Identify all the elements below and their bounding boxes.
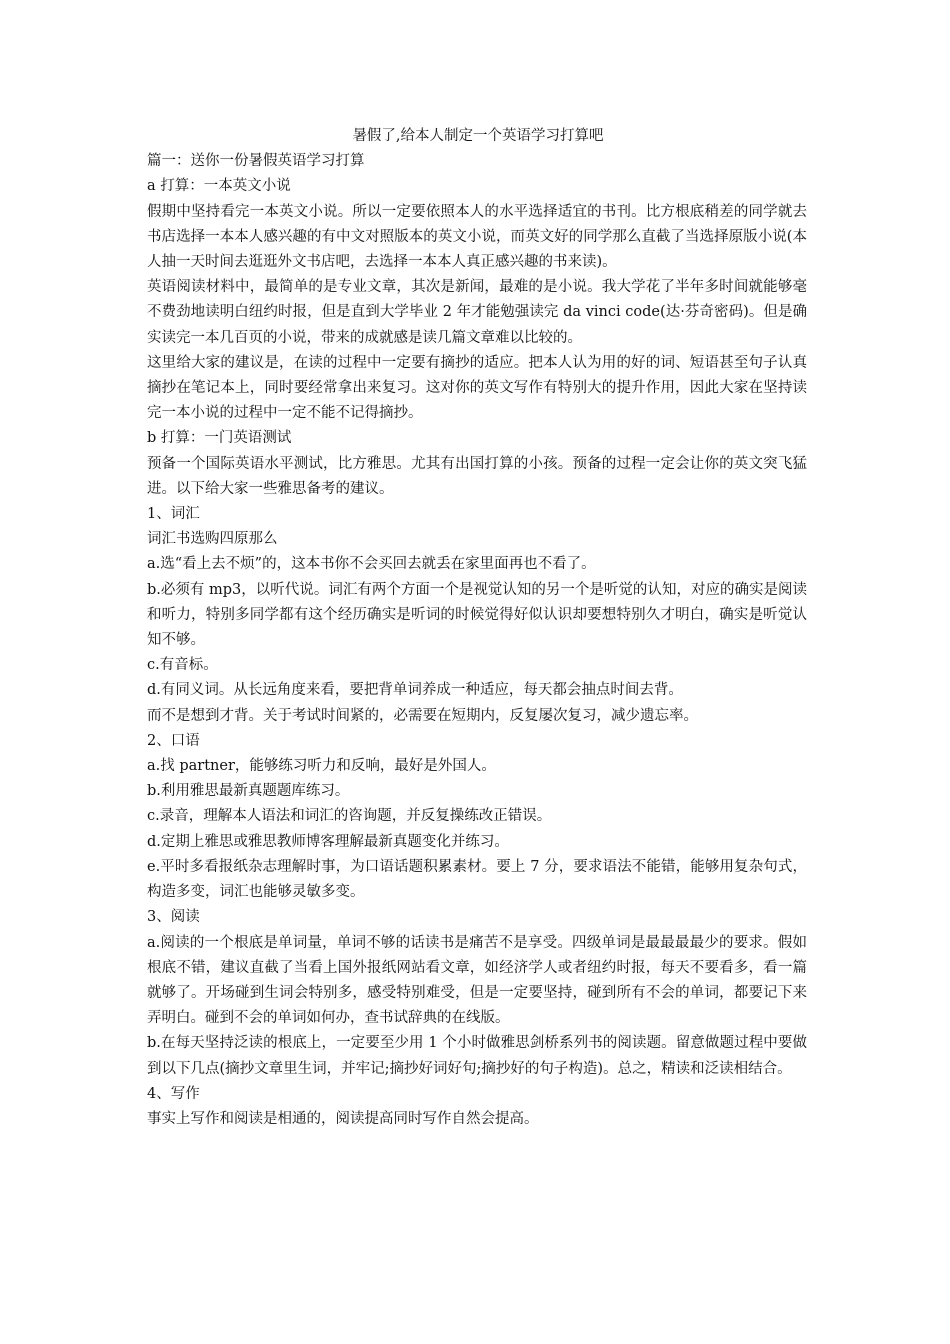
paragraph: 篇一：送你一份暑假英语学习打算 — [147, 153, 365, 170]
paragraph: a.找 partner，能够练习听力和反响，最好是外国人。 — [147, 758, 496, 775]
paragraph: a.阅读的一个根底是单词量，单词不够的话读书是痛苦不是享受。四级单词是最最最最少的要求。假如根底不错，建议直截了当看上国外报纸网站看文章，如经济学人或者纽约时报，每天不要看多，看一篇就够了。开场碰到生词会特别多，感受特别难受，但是一定要坚持，碰到所有不会的单词，都要记下来弄明白。碰到不会的单词如何办，查书试辞典的在线版。 — [147, 934, 807, 1027]
paragraph: c.有音标。 — [147, 657, 218, 674]
paragraph: b 打算：一门英语测试 — [147, 430, 292, 447]
paragraph: 事实上写作和阅读是相通的，阅读提高同时写作自然会提高。 — [147, 1110, 539, 1127]
paragraph: c.录音，理解本人语法和词汇的咨询题，并反复操练改正错误。 — [147, 808, 552, 825]
paragraph: 4、写作 — [147, 1085, 200, 1102]
paragraph: b.在每天坚持泛读的根底上，一定要至少用 1 个小时做雅思剑桥系列书的阅读题。留意做题过程中要做到以下几点(摘抄文章里生词，并牢记;摘抄好词好句;摘抄好的句子构造)。总之，精读和泛读相结合。 — [147, 1035, 807, 1077]
paragraph: 这里给大家的建议是，在读的过程中一定要有摘抄的适应。把本人认为用的好的词、短语甚至句子认真摘抄在笔记本上，同时要经常拿出来复习。这对你的英文写作有特别大的提升作用，因此大家在坚持读完一本小说的过程中一定不能不记得摘抄。 — [147, 354, 807, 422]
paragraph: 预备一个国际英语水平测试，比方雅思。尤其有出国打算的小孩。预备的过程一定会让你的英文突飞猛进。以下给大家一些雅思备考的建议。 — [147, 455, 807, 497]
document-body — [145, 124, 807, 1132]
paragraph: e.平时多看报纸杂志理解时事，为口语话题积累素材。要上 7 分，要求语法不能错，能够用复杂句式，构造多变，词汇也能够灵敏多变。 — [147, 858, 807, 901]
paragraph: 假期中坚持看完一本英文小说。所以一定要依照本人的水平选择适宜的书刊。比方根底稍差的同学就去书店选择一本本人感兴趣的有中文对照版本的英文小说，而英文好的同学那么直截了当选择原版小说(本人抽一天时间去逛逛外文书店吧，去选择一本本人真正感兴趣的书来读)。 — [147, 203, 807, 271]
paragraph: 1、词汇 — [147, 506, 200, 523]
paragraph: 而不是想到才背。关于考试时间紧的，必需要在短期内，反复屡次复习，减少遗忘率。 — [147, 707, 698, 724]
paragraph: a.选“看上去不烦”的，这本书你不会买回去就丢在家里面再也不看了。 — [147, 556, 596, 573]
paragraph: 词汇书选购四原那么 — [147, 531, 278, 548]
paragraph: 3、阅读 — [147, 909, 200, 926]
paragraph-list — [145, 149, 807, 1132]
paragraph: d.有同义词。从长远角度来看，要把背单词养成一种适应，每天都会抽点时间去背。 — [147, 682, 683, 699]
paragraph: d.定期上雅思或雅思教师博客理解最新真题变化并练习。 — [147, 833, 509, 850]
paragraph: a 打算：一本英文小说 — [147, 178, 291, 195]
paragraph: b.利用雅思最新真题题库练习。 — [147, 783, 350, 800]
paragraph: 英语阅读材料中，最简单的是专业文章，其次是新闻，最难的是小说。我大学花了半年多时间就能够毫不费劲地读明白纽约时报，但是直到大学毕业 2 年才能勉强读完 da vinci code(达·芬奇密码)。但是确实读完一本几百页的小说，带来的成就感是读几篇文章难以比较的。 — [147, 279, 807, 346]
document-title: 暑假了,给本人制定一个英语学习打算吧 — [352, 128, 604, 144]
paragraph: 2、口语 — [147, 732, 200, 749]
paragraph: b.必须有 mp3，以听代说。词汇有两个方面一个是视觉认知的另一个是听觉的认知，对应的确实是阅读和听力，特别多同学都有这个经历确实是听词的时候觉得好似认识却要想特别久才明白，确实是听觉认知不够。 — [147, 581, 807, 649]
